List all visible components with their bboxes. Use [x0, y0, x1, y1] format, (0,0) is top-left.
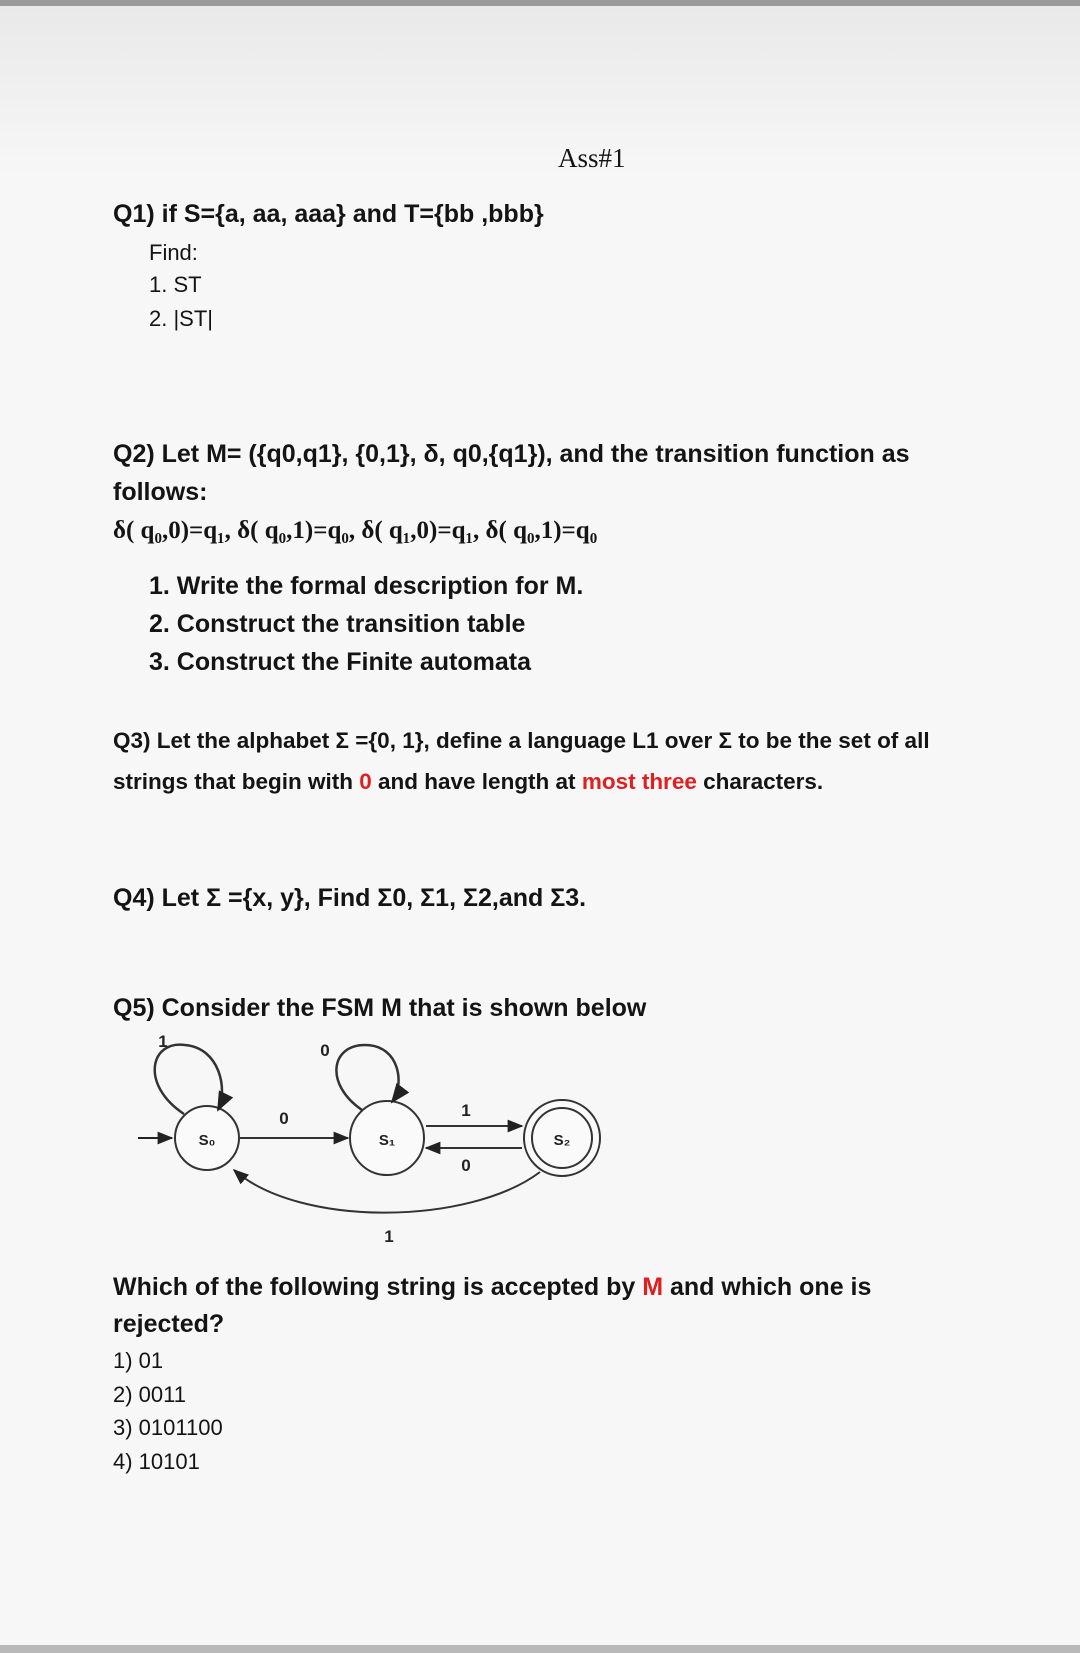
- q5-prompt-line-2: rejected?: [113, 1310, 225, 1338]
- s1-s2-label: 1: [461, 1101, 471, 1120]
- q5-option-1: 1) 01: [113, 1348, 164, 1373]
- q2-item-2: 2. Construct the transition table: [149, 610, 526, 638]
- s1-loop-label: 0: [320, 1041, 330, 1060]
- state-s1-label: S₁: [378, 1132, 396, 1149]
- q2-line-1: Q2) Let M= ({q0,q1}, {0,1}, δ, q0,{q1}), and the transition function as: [113, 440, 910, 468]
- s0-loop-label: 1: [158, 1032, 168, 1051]
- q3-text-a: strings that begin with: [113, 769, 360, 794]
- q5-option-3: 3) 0101100: [113, 1415, 223, 1440]
- q5-prompt-line-1: [113, 1273, 871, 1302]
- edge-s2-s0: [234, 1170, 540, 1213]
- s0-self-loop: [155, 1045, 222, 1114]
- q5-prompt-b: and which one is: [663, 1273, 872, 1301]
- q4-question: Q4) Let Σ ={x, y}, Find Σ0, Σ1, Σ2,and Σ3.: [113, 884, 587, 912]
- q2-transition-2: δ( q₀,1)=q₀,: [237, 517, 356, 544]
- q3-red-most-three: most three: [581, 769, 697, 794]
- q5-prompt-red-m: M: [642, 1273, 664, 1301]
- q3-text-b: and have length at: [371, 769, 582, 794]
- s0-s1-label: 0: [279, 1109, 289, 1128]
- q2-line-2: follows:: [113, 478, 208, 506]
- s1-s0-label: 1: [384, 1227, 394, 1246]
- s2-s1-label: 0: [461, 1156, 471, 1175]
- q5-prompt-a: Which of the following string is accepted by: [113, 1273, 643, 1301]
- q3-line-1: Q3) Let the alphabet Σ ={0, 1}, define a language L1 over Σ to be the set of all: [113, 728, 930, 753]
- state-s0-label: S₀: [198, 1132, 216, 1149]
- q2-item-3: 3. Construct the Finite automata: [149, 648, 531, 676]
- state-s2-label: S₂: [553, 1132, 571, 1149]
- q2-item-1: 1. Write the formal description for M.: [149, 572, 584, 600]
- q3-red-zero: 0: [359, 769, 372, 794]
- page-title: Ass#1: [558, 143, 626, 173]
- q5-option-4: 4) 10101: [113, 1449, 200, 1474]
- q1-find-label: Find:: [149, 240, 198, 265]
- q5-question: Q5) Consider the FSM M that is shown below: [113, 994, 647, 1022]
- q2-transition-3: δ( q₁,0)=q₁,: [361, 517, 480, 544]
- q5-option-2: 2) 0011: [113, 1382, 186, 1407]
- q2-transition-1: δ( q₀,0)=q₁,: [113, 517, 231, 544]
- q3-text-c: characters.: [696, 769, 824, 794]
- q1-question: Q1) if S={a, aa, aaa} and T={bb ,bbb}: [113, 200, 544, 228]
- q1-item-1: 1. ST: [149, 272, 202, 297]
- q1-item-2: 2. |ST|: [149, 306, 214, 331]
- q2-transition-4: δ( q₀,1)=q₀: [485, 517, 598, 544]
- bottom-border: [0, 1645, 1080, 1653]
